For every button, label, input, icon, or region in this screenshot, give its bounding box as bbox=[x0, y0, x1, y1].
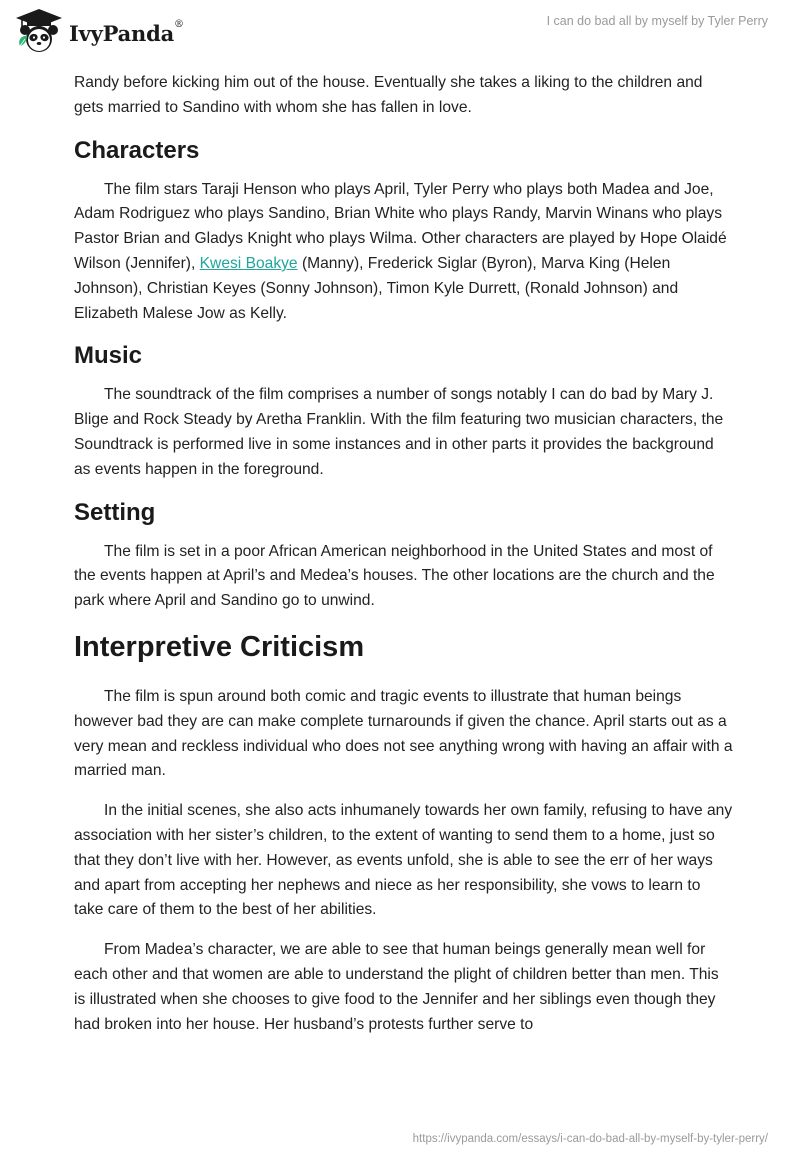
essay-content bbox=[74, 71, 734, 1052]
paragraph-music: The soundtrack of the film comprises a number of songs notably I can do bad by Mary J. Blige and Rock Steady by Aretha Franklin. With the film featuring two musician characters, the Soundtrack is performed live in some instances and in other parts it provides the background as events happen in the foreground. bbox=[74, 386, 724, 478]
source-url[interactable]: https://ivypanda.com/essays/i-can-do-bad-all-by-myself-by-tyler-perry/ bbox=[412, 1133, 768, 1145]
heading-characters: Characters bbox=[74, 136, 200, 164]
document-title: I can do bad all by myself by Tyler Perry bbox=[546, 14, 768, 28]
paragraph-interpretive-2: In the initial scenes, she also acts inhumanely towards her own family, refusing to have any association with her sister’s children, to the extent of wanting to send them to a home, just so that they don’t live with her. However, as events unfold, she is able to see the err of her ways and apart from accepting her nephews and niece as her responsibility, she vows to learn to take care of them to the best of her abilities. bbox=[74, 802, 733, 919]
heading-interpretive-criticism: Interpretive Criticism bbox=[74, 630, 365, 663]
page-header bbox=[0, 0, 800, 62]
paragraph-interpretive-1: The film is spun around both comic and tragic events to illustrate that human beings however bad they are can make complete turnarounds if given the chance. April starts out as a very mean and reckless individual who does not see anything wrong with having an affair with a married man. bbox=[74, 687, 733, 780]
kwesi-boakye-link[interactable]: Kwesi Boakye bbox=[199, 254, 298, 272]
paragraph-interpretive-3: From Madea’s character, we are able to see that human beings generally mean well for each other and that women are able to understand the plight of children better than men. This is illustrated when she chooses to give food to the Jennifer and her siblings even though they had broken into her house. Her husband’s protests further serve to bbox=[74, 941, 719, 1033]
panda-graduate-icon bbox=[14, 8, 64, 54]
heading-setting: Setting bbox=[74, 498, 156, 526]
paragraph-characters bbox=[74, 178, 734, 327]
heading-music: Music bbox=[74, 342, 143, 370]
characters-text-b: (Manny), Frederick Siglar (Byron), Marva King (Helen Johnson), Christian Keyes (Sonny Johnson), Timon Kyle Durrett, (Ronald Johnson) and Elizabeth Malese Jow as Kelly. bbox=[74, 254, 679, 322]
characters-text-a: The film stars Taraji Henson who plays April, Tyler Perry who plays both Madea and Joe, Adam Rodriguez who plays Sandino, Brian White who plays Randy, Marvin Winans who plays Pastor Brian and Gladys Knight who plays Wilma. Other characters are played by Hope Olaidé Wilson (Jennifer), bbox=[74, 180, 727, 272]
paragraph-setting: The film is set in a poor African American neighborhood in the United States and most of the events happen at April’s and Medea’s houses. The other locations are the church and the park where April and Sandino go to unwind. bbox=[74, 542, 715, 610]
logo-wordmark: IvyPanda® bbox=[69, 18, 184, 46]
ivypanda-logo[interactable] bbox=[14, 8, 184, 54]
paragraph-intro: Randy before kicking him out of the house. Eventually she takes a liking to the children and gets married to Sandino with whom she has fallen in love. bbox=[74, 74, 703, 116]
